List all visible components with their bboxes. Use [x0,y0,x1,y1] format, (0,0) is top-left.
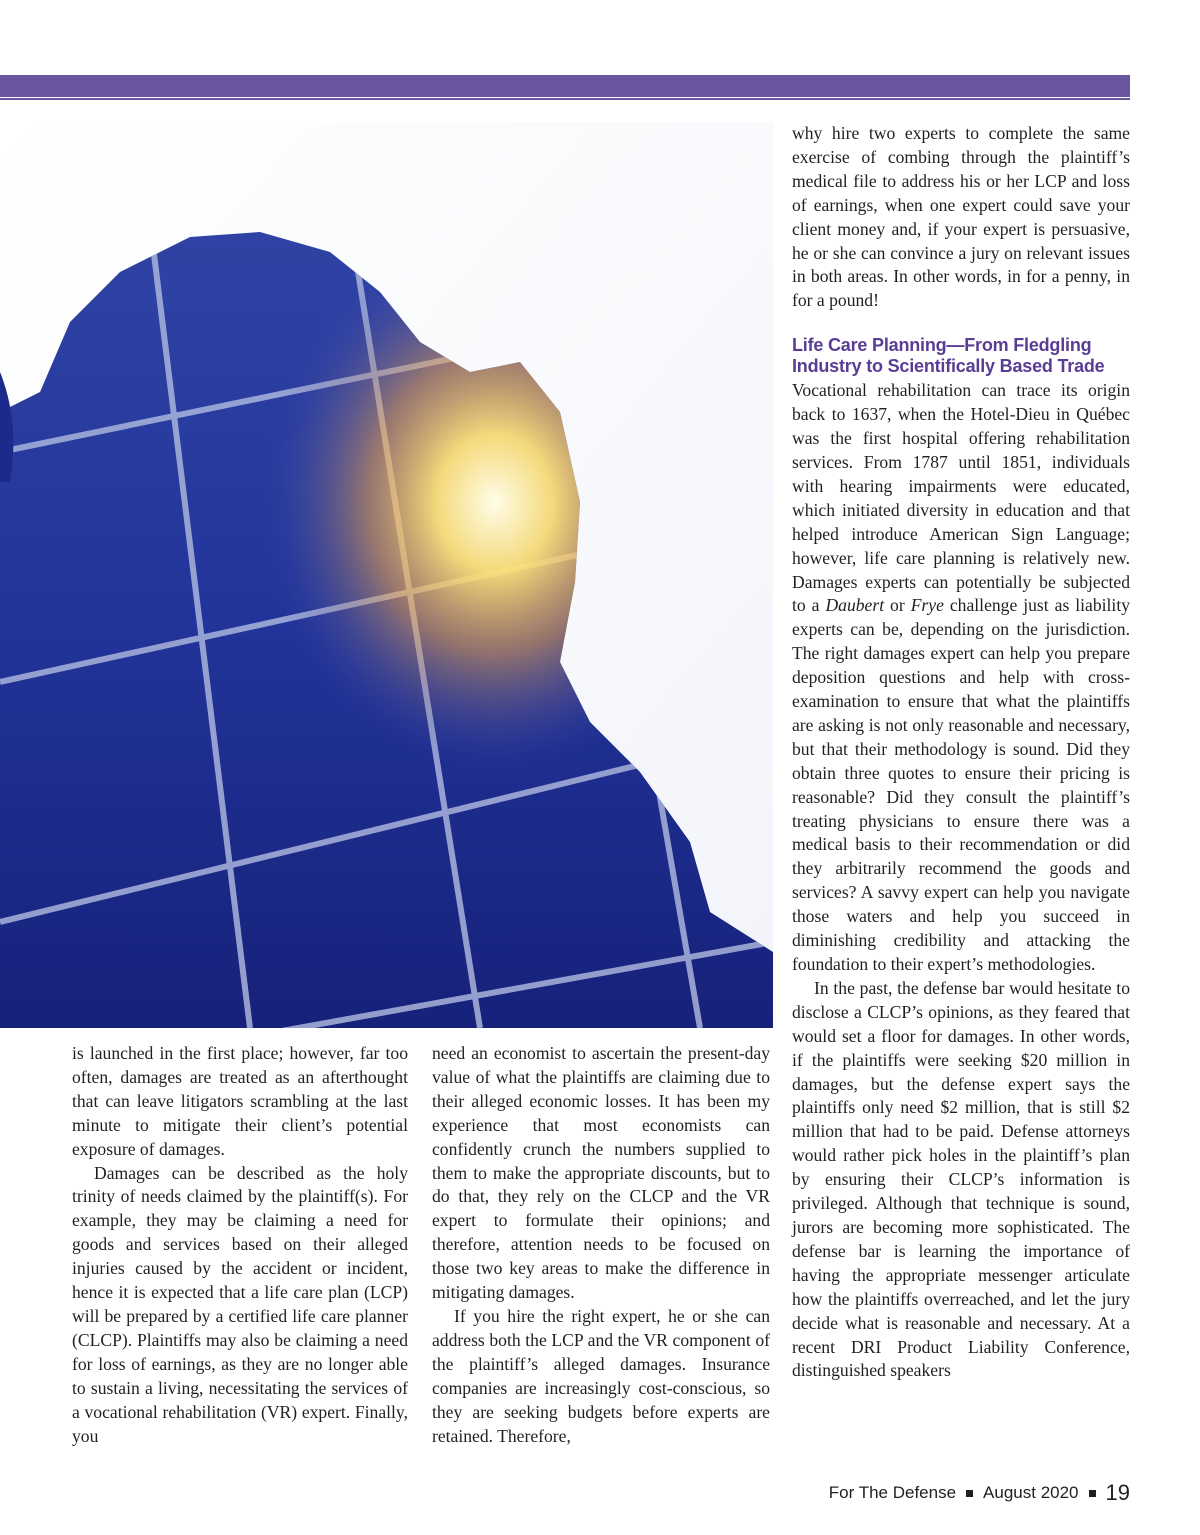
square-bullet-icon [1089,1490,1096,1497]
woman-silhouette-over-glass-building-photo [0,122,773,1028]
middle-paragraph-1: need an economist to ascertain the present-day value of what the plaintiffs are claiming due to their alleged economic losses. It has been my experience that most economists can confidently crunch the numbers supplied to them to make the appropriate discounts, but to do that, they rely on the CLCP and the VR expert to formulate their opinions; and therefore, attention needs to be focused on those two key areas to make the difference in mitigating damages. [432,1043,770,1303]
right-paragraph-1 [792,379,1130,977]
right-paragraph-1-part-a: Vocational rehabilitation can trace its origin back to 1637, when the Hotel-Dieu in Québec was the first hospital offering rehabilitation services. From 1787 until 1851, individuals with hearing impairments were educated, which initiated diversity in education and that helped introduce American Sign Language; however, life care planning is relatively new. Damages experts can potentially be subjected to a [792,380,1130,616]
header-rule [0,98,1130,100]
right-column [792,122,1130,1383]
right-paragraph-2: In the past, the defense bar would hesitate to disclose a CLCP’s opinions, as they feared that would set a floor for damages. In other words, if the plaintiffs were seeking $20 million in damages, but the defense expert says the plaintiffs only need $2 million, that is still $2 million that had to be paid. Defense attorneys would rather pick holes in the plaintiff’s plan by ensuring their CLCP’s information is privileged. Although that technique is sound, jurors are becoming more sophisticated. The defense bar is learning the importance of having the appropriate messenger articulate how the plaintiffs overreached, and let the jury decide what is reasonable and necessary. At a recent DRI Product Liability Conference, distinguished speakers [792,977,1130,1381]
middle-paragraph-2: If you hire the right expert, he or she can address both the LCP and the VR component of the plaintiff’s alleged damages. Insurance companies are increasingly cost-conscious, so they are seeking budgets before experts are retained. Therefore, [432,1305,770,1446]
page-number: 19 [1105,1480,1130,1505]
middle-column [432,1042,770,1448]
daubert-term: Daubert [825,595,885,616]
right-paragraph-1-part-c: challenge just as liability experts can be, depending on the jurisdiction. The right damages expert can help you prepare deposition questions and help with cross-examination to ensure that what the plaintiffs are asking is not only reasonable and necessary, but that their methodology is sound. Did they obtain three quotes to ensure their pricing is reasonable? Did they consult the plaintiff’s treating physicians to ensure there was a medical basis to their recommendation or did they arbitrarily recommend the goods and services? A savvy expert can help you navigate those waters and help you succeed in diminishing credibility and attacking the foundation to their expert’s methodologies. [792,595,1130,974]
header-bar [0,75,1130,97]
section-heading-line-1: Life Care Planning—From Fledgling [792,335,1092,356]
section-heading-line-2: Industry to Scientifically Based Trade [792,356,1105,377]
page-footer [829,1480,1130,1506]
right-intro-paragraph: why hire two experts to complete the same exercise of combing through the plaintiff’s medical file to address his or her LCP and loss of earnings, when one expert could save your client money and, if your expert is persuasive, he or she can convince a jury on relevant issues in both areas. In other words, in for a penny, in for a pound! [792,123,1130,311]
square-bullet-icon [966,1490,973,1497]
issue-date: August 2020 [983,1483,1079,1502]
right-paragraph-1-part-b: or [884,595,911,616]
left-paragraph-1: is launched in the first place; however, far too often, damages are treated as an afterthought that can leave litigators scrambling at the last minute to mitigate their client’s potential exposure of damages. [72,1043,408,1159]
publication-name: For The Defense [828,1483,957,1502]
left-column [72,1042,408,1448]
frye-term: Frye [910,595,944,616]
left-paragraph-2: Damages can be described as the holy trinity of needs claimed by the plaintiff(s). For example, they may be claiming a need for goods and services based on their alleged injuries caused by the accident or incident, hence it is expected that a life care plan (LCP) will be prepared by a certified life care planner (CLCP). Plaintiffs may also be claiming a need for loss of earnings, as they are no longer able to sustain a living, necessitating the services of a vocational rehabilitation (VR) expert. Finally, you [72,1162,408,1446]
section-heading [792,335,1130,377]
